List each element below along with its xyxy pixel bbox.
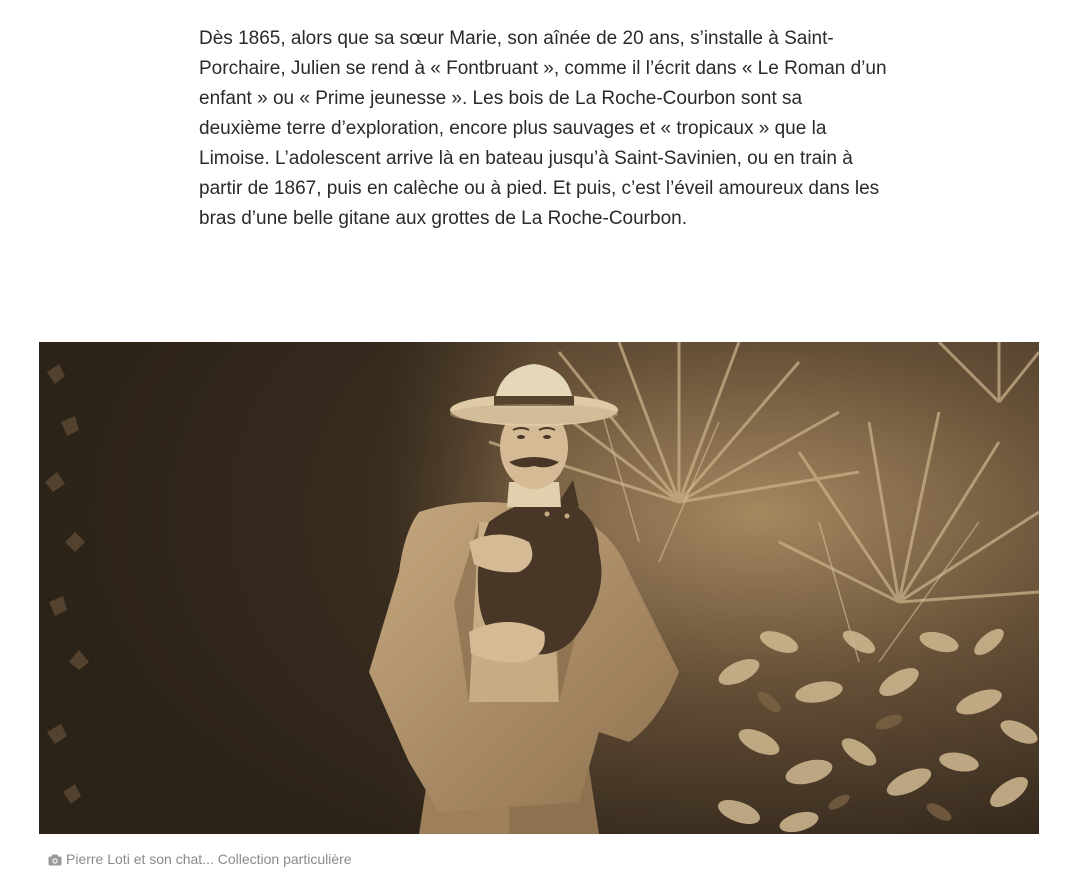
article-paragraph: Dès 1865, alors que sa sœur Marie, son aînée de 20 ans, s’installe à Saint-Porchaire, Julien se rend à « Fontbruant », comme il l’écrit dans « Le Roman d’un enfant » ou « Prime jeunesse ». Les bois de La Roche-Courbon sont sa deuxième terre d’exploration, encore plus sauvages et « tropicaux » que la Limoise. L’adolescent arrive là en bateau jusqu’à Saint-Savinien, ou en train à partir de 1867, puis en calèche ou à pied. Et puis, c’est l’éveil amoureux dans les bras d’une belle gitane aux grottes de La Roche-Courbon. xyxy=(199,28,887,229)
photo-caption-text: Pierre Loti et son chat... Collection particulière xyxy=(66,851,352,867)
photo-pierre-loti-with-cat xyxy=(39,342,1039,834)
camera-icon xyxy=(48,853,62,865)
photo-caption xyxy=(48,851,352,867)
